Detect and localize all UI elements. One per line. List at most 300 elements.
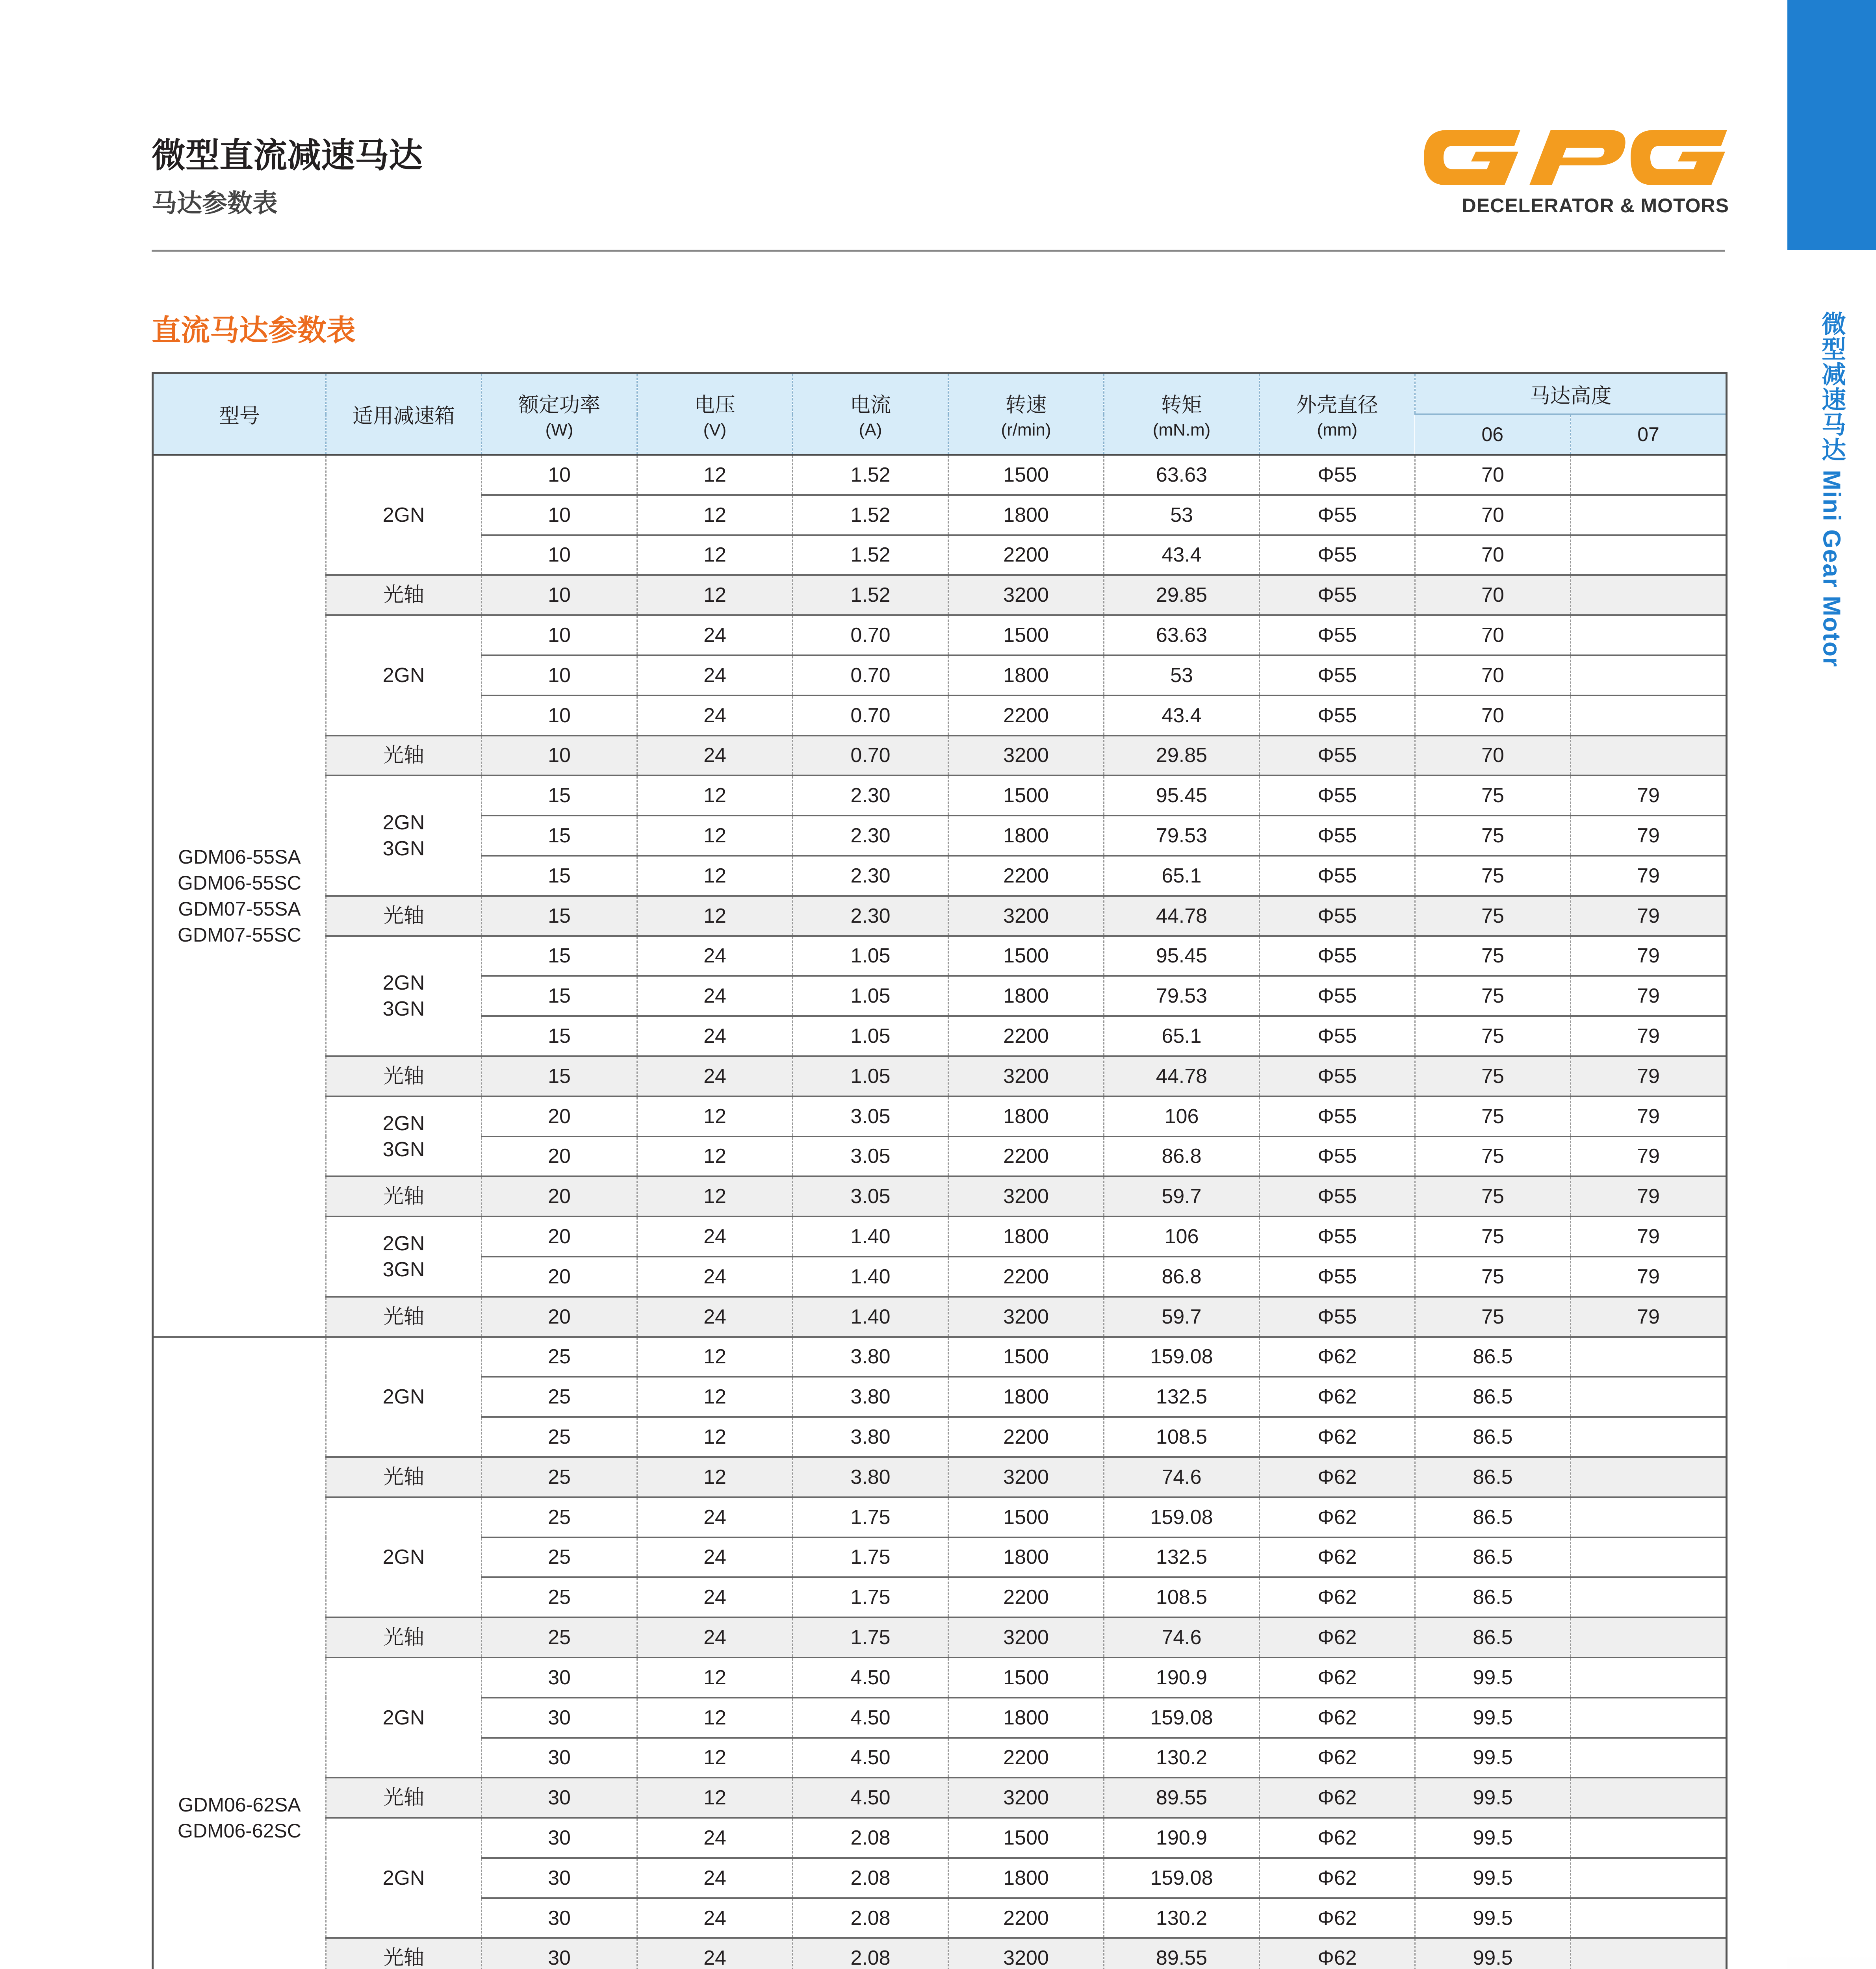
power-cell: 15 <box>482 936 637 976</box>
h07-cell <box>1571 1457 1727 1497</box>
voltage-cell: 12 <box>637 1417 793 1457</box>
current-cell: 1.05 <box>793 976 948 1016</box>
torque-cell: 95.45 <box>1104 775 1260 816</box>
voltage-cell: 12 <box>637 1337 793 1377</box>
torque-cell: 108.5 <box>1104 1577 1260 1617</box>
table-row <box>153 736 1727 776</box>
speed-cell: 3200 <box>948 896 1104 936</box>
h07-cell: 79 <box>1571 1096 1727 1137</box>
torque-cell: 106 <box>1104 1096 1260 1137</box>
h06-cell: 99.5 <box>1415 1858 1571 1898</box>
h07-cell <box>1571 1658 1727 1698</box>
speed-cell: 2200 <box>948 1738 1104 1778</box>
power-cell: 15 <box>482 816 637 856</box>
header-torque: 转矩 (mN.m) <box>1104 373 1260 455</box>
power-cell: 30 <box>482 1818 637 1858</box>
speed-cell: 1800 <box>948 976 1104 1016</box>
voltage-cell: 24 <box>637 695 793 736</box>
diameter-cell: Φ55 <box>1260 896 1415 936</box>
speed-cell: 2200 <box>948 1016 1104 1056</box>
current-cell: 2.08 <box>793 1938 948 1969</box>
diameter-cell: Φ62 <box>1260 1417 1415 1457</box>
current-cell: 4.50 <box>793 1738 948 1778</box>
diameter-cell: Φ62 <box>1260 1537 1415 1578</box>
table-row <box>153 1337 1727 1377</box>
voltage-cell: 24 <box>637 655 793 695</box>
current-cell: 2.30 <box>793 816 948 856</box>
gearbox-cell: 2GN <box>326 1497 482 1617</box>
h06-cell: 99.5 <box>1415 1658 1571 1698</box>
voltage-cell: 12 <box>637 1658 793 1698</box>
voltage-cell: 24 <box>637 1497 793 1537</box>
speed-cell: 3200 <box>948 1778 1104 1818</box>
diameter-cell: Φ55 <box>1260 816 1415 856</box>
diameter-cell: Φ62 <box>1260 1818 1415 1858</box>
speed-cell: 1500 <box>948 1497 1104 1537</box>
table-row <box>153 615 1727 655</box>
h06-cell: 75 <box>1415 1297 1571 1337</box>
speed-cell: 1800 <box>948 1537 1104 1578</box>
voltage-cell: 12 <box>637 1096 793 1137</box>
current-cell: 1.52 <box>793 535 948 575</box>
torque-cell: 79.53 <box>1104 976 1260 1016</box>
diameter-cell: Φ55 <box>1260 495 1415 535</box>
power-cell: 10 <box>482 495 637 535</box>
current-cell: 3.80 <box>793 1377 948 1417</box>
power-cell: 20 <box>482 1297 637 1337</box>
torque-cell: 106 <box>1104 1216 1260 1257</box>
power-cell: 20 <box>482 1137 637 1177</box>
speed-cell: 1500 <box>948 775 1104 816</box>
speed-cell: 1500 <box>948 615 1104 655</box>
speed-cell: 3200 <box>948 1938 1104 1969</box>
table-row <box>153 1497 1727 1537</box>
diameter-cell: Φ55 <box>1260 535 1415 575</box>
voltage-cell: 24 <box>637 1818 793 1858</box>
speed-cell: 2200 <box>948 695 1104 736</box>
h07-cell <box>1571 1337 1727 1377</box>
header-voltage: 电压 (V) <box>637 373 793 455</box>
current-cell: 1.40 <box>793 1297 948 1337</box>
power-cell: 25 <box>482 1457 637 1497</box>
speed-cell: 1500 <box>948 455 1104 495</box>
gearbox-cell: 光轴 <box>326 1938 482 1969</box>
table-row <box>153 455 1727 495</box>
h07-cell: 79 <box>1571 1137 1727 1177</box>
table-row <box>153 1176 1727 1216</box>
speed-cell: 3200 <box>948 1297 1104 1337</box>
torque-cell: 74.6 <box>1104 1457 1260 1497</box>
h06-cell: 75 <box>1415 976 1571 1016</box>
gearbox-cell: 光轴 <box>326 1617 482 1658</box>
h06-cell: 70 <box>1415 695 1571 736</box>
voltage-cell: 24 <box>637 976 793 1016</box>
power-cell: 10 <box>482 736 637 776</box>
voltage-cell: 24 <box>637 1056 793 1096</box>
diameter-cell: Φ55 <box>1260 936 1415 976</box>
diameter-cell: Φ55 <box>1260 1056 1415 1096</box>
current-cell: 1.52 <box>793 495 948 535</box>
side-tab-label: 微型减速马达 Mini Gear Motor <box>1818 311 1845 668</box>
h07-cell <box>1571 1778 1727 1818</box>
current-cell: 3.05 <box>793 1176 948 1216</box>
power-cell: 30 <box>482 1738 637 1778</box>
gearbox-cell: 2GN <box>326 615 482 735</box>
power-cell: 25 <box>482 1497 637 1537</box>
torque-cell: 53 <box>1104 655 1260 695</box>
h06-cell: 75 <box>1415 775 1571 816</box>
h07-cell <box>1571 495 1727 535</box>
diameter-cell: Φ55 <box>1260 1257 1415 1297</box>
diameter-cell: Φ55 <box>1260 455 1415 495</box>
power-cell: 25 <box>482 1377 637 1417</box>
h07-cell <box>1571 736 1727 776</box>
speed-cell: 2200 <box>948 535 1104 575</box>
side-gradient <box>1787 1953 1876 1969</box>
speed-cell: 2200 <box>948 1137 1104 1177</box>
h06-cell: 75 <box>1415 1137 1571 1177</box>
power-cell: 10 <box>482 535 637 575</box>
gearbox-cell: 2GN <box>326 1337 482 1457</box>
h06-cell: 70 <box>1415 495 1571 535</box>
current-cell: 0.70 <box>793 695 948 736</box>
speed-cell: 3200 <box>948 1617 1104 1658</box>
h07-cell <box>1571 535 1727 575</box>
torque-cell: 86.8 <box>1104 1137 1260 1177</box>
voltage-cell: 12 <box>637 896 793 936</box>
power-cell: 15 <box>482 976 637 1016</box>
current-cell: 1.05 <box>793 1056 948 1096</box>
h07-cell: 79 <box>1571 816 1727 856</box>
table-row <box>153 1297 1727 1337</box>
diameter-cell: Φ55 <box>1260 575 1415 615</box>
power-cell: 15 <box>482 896 637 936</box>
current-cell: 2.30 <box>793 775 948 816</box>
h07-cell: 79 <box>1571 1056 1727 1096</box>
torque-cell: 63.63 <box>1104 455 1260 495</box>
table-row <box>153 775 1727 816</box>
torque-cell: 43.4 <box>1104 695 1260 736</box>
header-current: 电流 (A) <box>793 373 948 455</box>
current-cell: 1.52 <box>793 455 948 495</box>
h06-cell: 70 <box>1415 655 1571 695</box>
power-cell: 30 <box>482 1778 637 1818</box>
voltage-cell: 24 <box>637 736 793 776</box>
table-body <box>153 455 1727 1969</box>
h06-cell: 75 <box>1415 856 1571 896</box>
power-cell: 25 <box>482 1417 637 1457</box>
h07-cell <box>1571 1617 1727 1658</box>
voltage-cell: 24 <box>637 1216 793 1257</box>
diameter-cell: Φ55 <box>1260 615 1415 655</box>
power-cell: 30 <box>482 1938 637 1969</box>
torque-cell: 95.45 <box>1104 936 1260 976</box>
header-model: 型号 <box>153 373 326 455</box>
h06-cell: 86.5 <box>1415 1337 1571 1377</box>
voltage-cell: 24 <box>637 1297 793 1337</box>
speed-cell: 3200 <box>948 1056 1104 1096</box>
current-cell: 2.08 <box>793 1818 948 1858</box>
speed-cell: 1500 <box>948 1337 1104 1377</box>
h07-cell <box>1571 1898 1727 1938</box>
power-cell: 10 <box>482 695 637 736</box>
h07-cell <box>1571 1537 1727 1578</box>
voltage-cell: 24 <box>637 1617 793 1658</box>
voltage-cell: 24 <box>637 1858 793 1898</box>
torque-cell: 130.2 <box>1104 1738 1260 1778</box>
h06-cell: 75 <box>1415 1216 1571 1257</box>
current-cell: 2.08 <box>793 1898 948 1938</box>
torque-cell: 29.85 <box>1104 575 1260 615</box>
torque-cell: 65.1 <box>1104 1016 1260 1056</box>
power-cell: 30 <box>482 1858 637 1898</box>
current-cell: 1.75 <box>793 1497 948 1537</box>
voltage-cell: 12 <box>637 1137 793 1177</box>
power-cell: 30 <box>482 1698 637 1738</box>
current-cell: 1.40 <box>793 1216 948 1257</box>
speed-cell: 3200 <box>948 575 1104 615</box>
h07-cell <box>1571 1818 1727 1858</box>
current-cell: 2.30 <box>793 896 948 936</box>
power-cell: 15 <box>482 856 637 896</box>
gearbox-cell: 光轴 <box>326 736 482 776</box>
speed-cell: 1800 <box>948 1216 1104 1257</box>
h07-cell <box>1571 615 1727 655</box>
h07-cell: 79 <box>1571 1297 1727 1337</box>
table-row <box>153 1096 1727 1137</box>
h06-cell: 75 <box>1415 936 1571 976</box>
current-cell: 3.05 <box>793 1137 948 1177</box>
torque-cell: 74.6 <box>1104 1617 1260 1658</box>
current-cell: 1.05 <box>793 1016 948 1056</box>
diameter-cell: Φ55 <box>1260 976 1415 1016</box>
h06-cell: 75 <box>1415 1096 1571 1137</box>
h06-cell: 99.5 <box>1415 1938 1571 1969</box>
h06-cell: 99.5 <box>1415 1698 1571 1738</box>
voltage-cell: 12 <box>637 856 793 896</box>
diameter-cell: Φ55 <box>1260 1016 1415 1056</box>
h07-cell: 79 <box>1571 976 1727 1016</box>
speed-cell: 1500 <box>948 1818 1104 1858</box>
h07-cell <box>1571 1738 1727 1778</box>
gearbox-cell: 光轴 <box>326 1297 482 1337</box>
model-cell: GDM06-55SA GDM06-55SC GDM07-55SA GDM07-55SC <box>153 455 326 1337</box>
h07-cell <box>1571 1497 1727 1537</box>
speed-cell: 2200 <box>948 1577 1104 1617</box>
diameter-cell: Φ62 <box>1260 1577 1415 1617</box>
h06-cell: 75 <box>1415 1056 1571 1096</box>
torque-cell: 44.78 <box>1104 1056 1260 1096</box>
h07-cell <box>1571 695 1727 736</box>
power-cell: 30 <box>482 1898 637 1938</box>
speed-cell: 3200 <box>948 736 1104 776</box>
voltage-cell: 12 <box>637 1176 793 1216</box>
torque-cell: 43.4 <box>1104 535 1260 575</box>
speed-cell: 2200 <box>948 856 1104 896</box>
table-row <box>153 1938 1727 1969</box>
voltage-cell: 24 <box>637 615 793 655</box>
power-cell: 25 <box>482 1337 637 1377</box>
side-tab-blue <box>1787 0 1876 250</box>
diameter-cell: Φ55 <box>1260 1137 1415 1177</box>
diameter-cell: Φ62 <box>1260 1698 1415 1738</box>
diameter-cell: Φ62 <box>1260 1898 1415 1938</box>
torque-cell: 159.08 <box>1104 1497 1260 1537</box>
speed-cell: 1500 <box>948 936 1104 976</box>
gearbox-cell: 光轴 <box>326 1056 482 1096</box>
voltage-cell: 24 <box>637 1938 793 1969</box>
speed-cell: 1500 <box>948 1658 1104 1698</box>
h06-cell: 70 <box>1415 736 1571 776</box>
header-divider <box>152 250 1725 252</box>
diameter-cell: Φ55 <box>1260 655 1415 695</box>
gearbox-cell: 2GN 3GN <box>326 936 482 1056</box>
torque-cell: 108.5 <box>1104 1417 1260 1457</box>
torque-cell: 89.55 <box>1104 1778 1260 1818</box>
diameter-cell: Φ55 <box>1260 856 1415 896</box>
current-cell: 2.30 <box>793 856 948 896</box>
torque-cell: 86.8 <box>1104 1257 1260 1297</box>
power-cell: 20 <box>482 1216 637 1257</box>
table-row <box>153 936 1727 976</box>
speed-cell: 1800 <box>948 495 1104 535</box>
table-row <box>153 1818 1727 1858</box>
diameter-cell: Φ62 <box>1260 1658 1415 1698</box>
current-cell: 1.40 <box>793 1257 948 1297</box>
h07-cell: 79 <box>1571 936 1727 976</box>
table-row <box>153 1056 1727 1096</box>
current-cell: 1.52 <box>793 575 948 615</box>
speed-cell: 1800 <box>948 1858 1104 1898</box>
speed-cell: 3200 <box>948 1176 1104 1216</box>
page-subtitle: 马达参数表 <box>152 189 278 217</box>
torque-cell: 63.63 <box>1104 615 1260 655</box>
current-cell: 1.05 <box>793 936 948 976</box>
torque-cell: 53 <box>1104 495 1260 535</box>
h06-cell: 86.5 <box>1415 1577 1571 1617</box>
diameter-cell: Φ62 <box>1260 1497 1415 1537</box>
torque-cell: 132.5 <box>1104 1377 1260 1417</box>
power-cell: 20 <box>482 1096 637 1137</box>
diameter-cell: Φ62 <box>1260 1617 1415 1658</box>
current-cell: 0.70 <box>793 615 948 655</box>
power-cell: 20 <box>482 1176 637 1216</box>
page-title: 微型直流减速马达 <box>152 137 423 174</box>
torque-cell: 190.9 <box>1104 1658 1260 1698</box>
voltage-cell: 24 <box>637 1537 793 1578</box>
diameter-cell: Φ62 <box>1260 1457 1415 1497</box>
gearbox-cell: 2GN 3GN <box>326 1096 482 1177</box>
h06-cell: 75 <box>1415 816 1571 856</box>
current-cell: 1.75 <box>793 1537 948 1578</box>
diameter-cell: Φ62 <box>1260 1337 1415 1377</box>
header-speed: 转速 (r/min) <box>948 373 1104 455</box>
voltage-cell: 24 <box>637 936 793 976</box>
diameter-cell: Φ62 <box>1260 1778 1415 1818</box>
torque-cell: 159.08 <box>1104 1337 1260 1377</box>
h06-cell: 99.5 <box>1415 1738 1571 1778</box>
h07-cell: 79 <box>1571 1257 1727 1297</box>
current-cell: 3.80 <box>793 1337 948 1377</box>
speed-cell: 1800 <box>948 1698 1104 1738</box>
current-cell: 1.75 <box>793 1617 948 1658</box>
current-cell: 3.05 <box>793 1096 948 1137</box>
h07-cell <box>1571 455 1727 495</box>
h06-cell: 75 <box>1415 1257 1571 1297</box>
h07-cell <box>1571 1577 1727 1617</box>
speed-cell: 1800 <box>948 1377 1104 1417</box>
voltage-cell: 12 <box>637 816 793 856</box>
power-cell: 25 <box>482 1617 637 1658</box>
current-cell: 4.50 <box>793 1778 948 1818</box>
h07-cell: 79 <box>1571 1016 1727 1056</box>
header-height: 马达高度 <box>1415 373 1727 414</box>
power-cell: 10 <box>482 575 637 615</box>
header-gearbox: 适用减速箱 <box>326 373 482 455</box>
h07-cell: 79 <box>1571 896 1727 936</box>
h06-cell: 99.5 <box>1415 1898 1571 1938</box>
power-cell: 10 <box>482 455 637 495</box>
h06-cell: 86.5 <box>1415 1617 1571 1658</box>
current-cell: 0.70 <box>793 655 948 695</box>
table-row <box>153 1216 1727 1257</box>
voltage-cell: 12 <box>637 1738 793 1778</box>
voltage-cell: 12 <box>637 1457 793 1497</box>
power-cell: 10 <box>482 615 637 655</box>
speed-cell: 1800 <box>948 1096 1104 1137</box>
header-height-06: 06 <box>1415 414 1571 455</box>
power-cell: 25 <box>482 1577 637 1617</box>
speed-cell: 3200 <box>948 1457 1104 1497</box>
h06-cell: 99.5 <box>1415 1818 1571 1858</box>
current-cell: 2.08 <box>793 1858 948 1898</box>
h06-cell: 70 <box>1415 615 1571 655</box>
power-cell: 15 <box>482 1056 637 1096</box>
header-diameter: 外壳直径 (mm) <box>1260 373 1415 455</box>
header-height-07: 07 <box>1571 414 1727 455</box>
section-title: 直流马达参数表 <box>152 314 356 347</box>
h06-cell: 86.5 <box>1415 1417 1571 1457</box>
gearbox-cell: 2GN 3GN <box>326 775 482 896</box>
torque-cell: 130.2 <box>1104 1898 1260 1938</box>
speed-cell: 2200 <box>948 1417 1104 1457</box>
voltage-cell: 12 <box>637 575 793 615</box>
diameter-cell: Φ62 <box>1260 1858 1415 1898</box>
speed-cell: 2200 <box>948 1257 1104 1297</box>
diameter-cell: Φ55 <box>1260 1297 1415 1337</box>
motor-spec-table <box>152 372 1728 1969</box>
speed-cell: 1800 <box>948 655 1104 695</box>
h07-cell <box>1571 1417 1727 1457</box>
voltage-cell: 12 <box>637 495 793 535</box>
table-row <box>153 1617 1727 1658</box>
gearbox-cell: 2GN <box>326 1818 482 1938</box>
voltage-cell: 12 <box>637 455 793 495</box>
voltage-cell: 12 <box>637 535 793 575</box>
h06-cell: 86.5 <box>1415 1377 1571 1417</box>
gpg-logo-icon <box>1424 128 1727 187</box>
speed-cell: 2200 <box>948 1898 1104 1938</box>
h07-cell <box>1571 1938 1727 1969</box>
gearbox-cell: 2GN <box>326 455 482 575</box>
torque-cell: 159.08 <box>1104 1698 1260 1738</box>
torque-cell: 44.78 <box>1104 896 1260 936</box>
h07-cell: 79 <box>1571 856 1727 896</box>
torque-cell: 132.5 <box>1104 1537 1260 1578</box>
h07-cell: 79 <box>1571 1216 1727 1257</box>
diameter-cell: Φ55 <box>1260 1176 1415 1216</box>
model-cell: GDM06-62SA GDM06-62SC <box>153 1337 326 1969</box>
